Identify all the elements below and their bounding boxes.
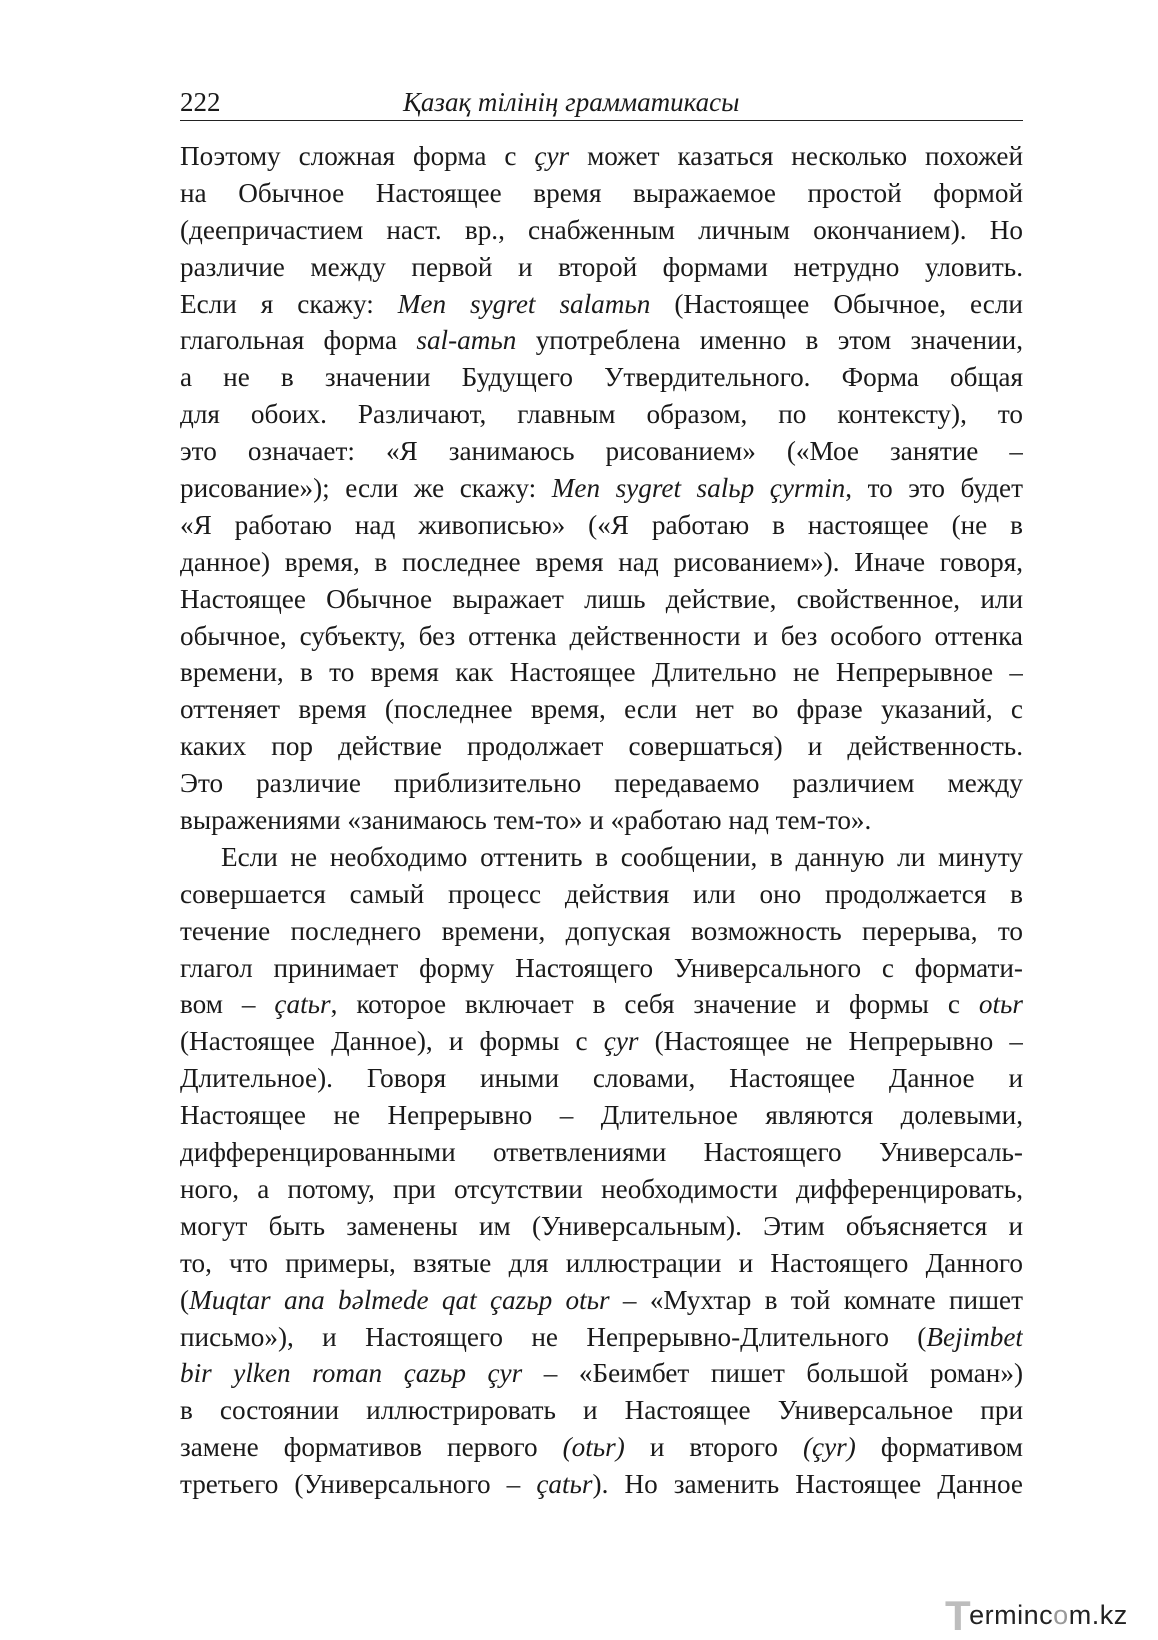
text-segment: рисование»); если же скажу: [180, 473, 552, 504]
text-line [180, 913, 1023, 950]
page-header [180, 80, 1023, 121]
text-line [180, 322, 1023, 359]
italic-term: otьr [978, 989, 1023, 1020]
text-segment: может казаться несколько похожей [569, 141, 1023, 171]
text-segment: это означает: «Я занимаюсь рисованием» («Мое занятие – [180, 436, 1023, 467]
text-line [180, 1208, 1023, 1245]
italic-term: Bejimbet [926, 1321, 1023, 1352]
text-line [180, 1023, 1023, 1060]
text-segment: (Настоящее Данное), и формы с [180, 1026, 604, 1057]
text-line [180, 1097, 1023, 1134]
text-segment: письмо»), и Настоящего не Непрерывно-Длительного ( [180, 1321, 927, 1352]
text-segment: обычное, субъекту, без оттенка действенности и без особого оттенка [180, 620, 1023, 651]
text-line [180, 1466, 1023, 1503]
text-line [180, 1245, 1023, 1282]
text-segment: (Настоящее Обычное, если [650, 288, 1023, 319]
italic-term: Men sygret salьp çyrmin [551, 473, 846, 504]
text-segment: данное) время, в последнее время над рисованием»). Иначе говоря, [180, 546, 1023, 577]
text-segment: формативом [855, 1432, 1023, 1463]
text-segment: в состоянии иллюстрировать и Настоящее Универсальное при [180, 1395, 1023, 1426]
text-segment: на Обычное Настоящее время выражаемое простой формой [180, 177, 1023, 208]
text-segment: , которое включает в себя значение и формы с [330, 989, 979, 1020]
text-line [180, 691, 1023, 728]
text-line [180, 396, 1023, 433]
text-segment: Если я скажу: [180, 288, 398, 319]
text-segment: глагол принимает форму Настоящего Универсального с формати- [180, 952, 1023, 983]
text-line [180, 728, 1023, 765]
text-line [180, 986, 1023, 1023]
text-segment: (Настоящее не Непрерывно – [638, 1026, 1023, 1057]
text-line [180, 581, 1023, 618]
text-line [180, 802, 1023, 839]
text-segment: совершается самый процесс действия или оно продолжается в [180, 878, 1023, 909]
magnifier-icon: o [1053, 1600, 1069, 1630]
text-line [180, 1134, 1023, 1171]
text-line [180, 1060, 1023, 1097]
text-line [180, 433, 1023, 470]
text-segment: , то это будет [845, 473, 1023, 504]
text-segment: ного, а потому, при отсутствии необходимости дифференцировать, [180, 1173, 1023, 1204]
text-segment: – «Беимбет пишет большой роман») [522, 1358, 1023, 1389]
text-line [180, 1392, 1023, 1429]
text-segment: а не в значении Будущего Утвердительного. Форма общая [180, 362, 1023, 393]
watermark-text-a: erminc [969, 1600, 1054, 1630]
text-line [180, 950, 1023, 987]
text-segment: Это различие приблизительно передаваемо различием между [180, 768, 1023, 799]
text-segment: ( [180, 1284, 190, 1315]
text-line [180, 1355, 1023, 1392]
text-segment: – «Мухтар в той комнате пишет [609, 1284, 1023, 1315]
italic-term: (çyr) [802, 1432, 856, 1463]
text-segment: «Я работаю над живописью» («Я работаю в настоящее (не в [180, 509, 1023, 540]
text-line [180, 138, 1023, 175]
text-segment: дифференцированными ответвлениями Настоящего Универсаль- [180, 1137, 1023, 1168]
text-segment: вом – [180, 989, 275, 1020]
italic-term: çatьr [536, 1469, 593, 1500]
italic-term: bir ylken roman çazьp çyr [180, 1358, 523, 1389]
text-segment: каких пор действие продолжает совершаться) и действенность. [180, 731, 1023, 762]
italic-term: Men sygret salamьn [397, 288, 651, 319]
text-segment: Длительное). Говоря иными словами, Настоящее Данное и [180, 1063, 1023, 1094]
text-line [180, 765, 1023, 802]
text-segment: могут быть заменены им (Универсальным). Этим объясняется и [180, 1210, 1023, 1241]
text-segment: Настоящее не Непрерывно – Длительное являются долевыми, [180, 1100, 1023, 1131]
text-segment: третьего (Универсального – [180, 1469, 537, 1500]
italic-term: çyr [603, 1026, 639, 1057]
text-segment: Если не необходимо оттенить в сообщении, в данную ли минуту [221, 841, 1023, 872]
text-line [180, 618, 1023, 655]
text-segment: то, что примеры, взятые для иллюстрации и Настоящего Данного [180, 1247, 1023, 1278]
running-title: Қазақ тілінің грамматикасы [403, 87, 740, 117]
text-line [180, 1171, 1023, 1208]
italic-term: çatьr [274, 989, 331, 1020]
text-line [180, 1319, 1023, 1356]
italic-term: sal-amьn [416, 325, 517, 356]
watermark-t-letter: T [945, 1592, 972, 1639]
text-line [180, 544, 1023, 581]
italic-term: Muqtar ana bəlmede qat çazьp otьr [189, 1284, 610, 1315]
text-segment: употреблена именно в этом значении, [516, 325, 1023, 356]
text-line [180, 507, 1023, 544]
text-segment: различие между первой и второй формами нетрудно уловить. [180, 251, 1023, 282]
text-segment: оттеняет время (последнее время, если нет во фразе указаний, с [180, 694, 1023, 725]
text-segment: глагольная форма [180, 325, 417, 356]
text-segment: Поэтому сложная форма с [180, 141, 535, 171]
text-segment: и второго [624, 1432, 803, 1463]
text-line [180, 1429, 1023, 1466]
text-line [180, 286, 1023, 323]
italic-term: çyr [534, 141, 570, 171]
text-segment: Настоящее Обычное выражает лишь действие, свойственное, или [180, 583, 1023, 614]
watermark-logo [945, 1592, 1128, 1639]
text-segment: времени, в то время как Настоящее Длительно не Непрерывное – [180, 657, 1023, 688]
italic-term: (otьr) [562, 1432, 625, 1463]
text-line [180, 249, 1023, 286]
text-line [180, 175, 1023, 212]
text-segment: течение последнего времени, допуская возможность перерыва, то [180, 915, 1023, 946]
text-segment: ). Но заменить Настоящее Данное [592, 1469, 1023, 1500]
text-segment: выражениями «занимаюсь тем-то» и «работаю над тем-то». [180, 805, 872, 836]
body-text [180, 138, 1023, 1503]
text-line [180, 654, 1023, 691]
text-segment: замене формативов первого [180, 1432, 563, 1463]
text-line [180, 1282, 1023, 1319]
text-line [180, 876, 1023, 913]
watermark-text-b: m.kz [1068, 1600, 1128, 1630]
page-number: 222 [180, 87, 221, 117]
text-line [180, 359, 1023, 396]
text-segment: для обоих. Различают, главным образом, по контексту), то [180, 399, 1023, 430]
text-segment: (деепричастием наст. вр., снабженным личным окончанием). Но [180, 214, 1023, 245]
text-line [180, 212, 1023, 249]
text-line [180, 839, 1023, 876]
text-line [180, 470, 1023, 507]
